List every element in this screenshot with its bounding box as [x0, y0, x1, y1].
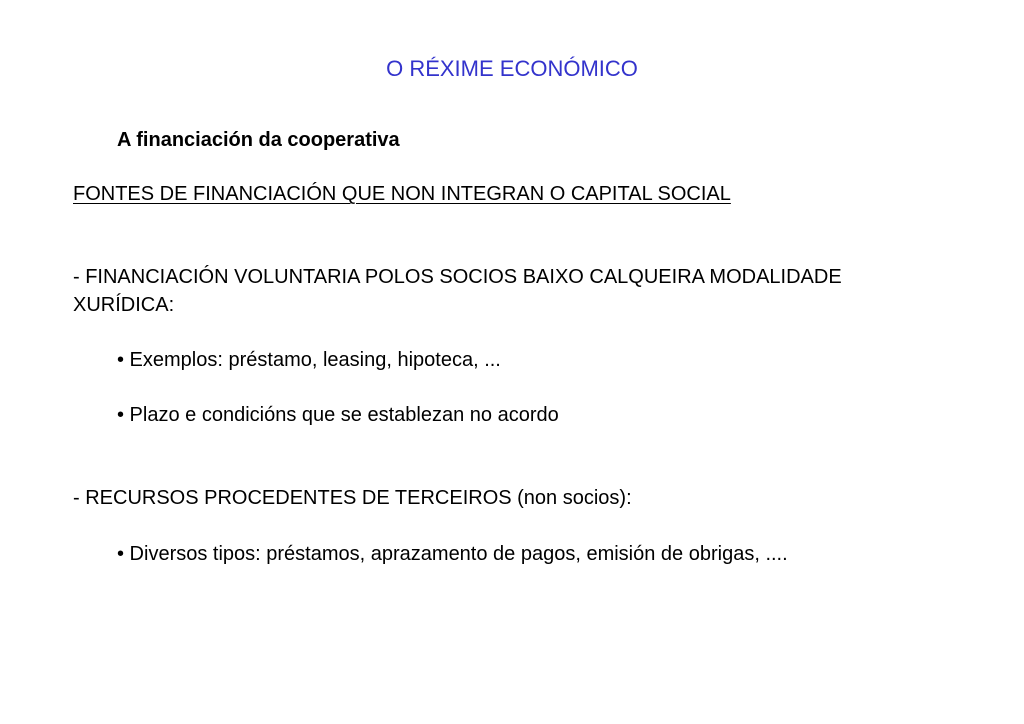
- subtitle: A financiación da cooperativa: [117, 129, 400, 151]
- bullet-item: • Diversos tipos: préstamos, aprazamento de pagos, emisión de obrigas, ....: [117, 543, 788, 565]
- bullet-item: • Exemplos: préstamo, leasing, hipoteca, ...: [117, 349, 501, 371]
- item-heading-third-party-resources: [73, 484, 973, 512]
- page-title: O RÉXIME ECONÓMICO: [386, 56, 638, 81]
- item-heading-line: - FINANCIACIÓN VOLUNTARIA POLOS SOCIOS BAIXO CALQUEIRA MODALIDADE: [73, 266, 842, 288]
- section-heading: FONTES DE FINANCIACIÓN QUE NON INTEGRAN O CAPITAL SOCIAL: [73, 183, 731, 205]
- item-heading-line: XURÍDICA:: [73, 294, 175, 316]
- item-heading-voluntary-financing: [73, 263, 973, 319]
- bullet-item: • Plazo e condicións que se establezan no acordo: [117, 404, 559, 426]
- item-heading-line: - RECURSOS PROCEDENTES DE TERCEIROS (non socios):: [73, 487, 632, 509]
